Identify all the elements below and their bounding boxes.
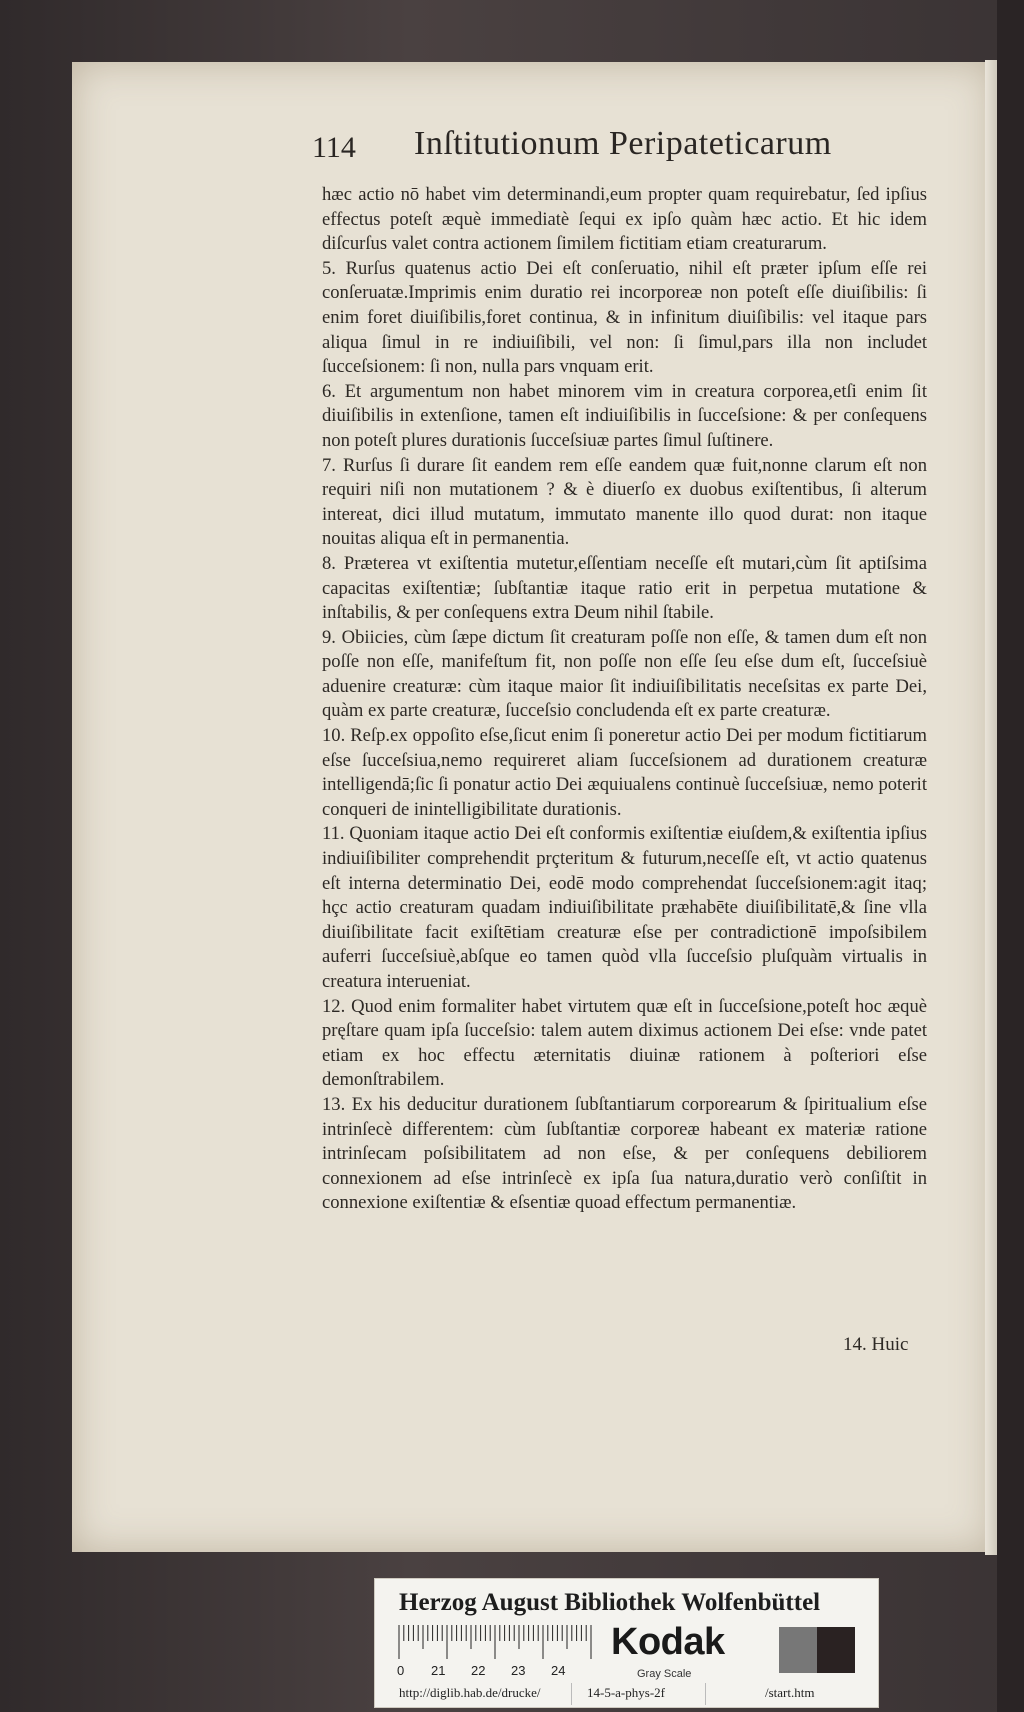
ruler-label: 24	[551, 1663, 566, 1678]
paragraph: 8. Præterea vt exiſtentia mutetur,eſſentiam neceſſe eſt mutari,cùm ſit aptiſsima capacitas exiſtentiæ; ſubſtantiæ itaque ratio erit in perpetua mutatione & inſtabilis, & per conſequens extra Deum nihil ſtabile.	[322, 552, 927, 624]
ruler-label: 0	[397, 1663, 405, 1678]
paragraph: 5. Rurſus quatenus actio Dei eſt conſeruatio, nihil eſt præter ipſum eſſe rei conſeruatæ.Imprimis enim duratio rei incorporeæ non poteſt eſſe diuiſibilis: ſi enim foret diuiſibilis,foret continua, & in infinitum diuiſibilis: vel itaque pars aliqua ſimul in re indiuiſibili, vel non: ſi ſimul,pars illa non includet ſucceſsionem: ſi non, nulla pars vnquam erit.	[322, 257, 927, 378]
paragraph: 9. Obiicies, cùm ſæpe dictum ſit creaturam poſſe non eſſe, & tamen dum eſt non poſſe non eſſe, manifeſtum fit, non poſſe non eſſe ſeu eſse dum eſt, ſucceſsiuè aduenire creaturæ: cùm itaque maior ſit indiuiſibilitatis neceſsitas ex parte Dei, quàm ex parte creaturæ, ſucceſsio concludenda eſt ex parte creaturæ.	[322, 626, 927, 722]
page-number: 114	[312, 131, 356, 164]
body-text	[322, 183, 927, 1216]
url-start-link[interactable]: /start.htm	[765, 1685, 815, 1700]
library-color-card	[374, 1578, 879, 1708]
catchword: 14. Huic	[843, 1334, 909, 1355]
paragraph: 6. Et argumentum non habet minorem vim in creatura corporea,etſi enim ſit diuiſibilis in extenſione, tamen eſt indiuiſibilis in ſucceſsione: & per conſequens non poteſt plures durationis ſucceſsiuæ partes ſimul ſuſtinere.	[322, 380, 927, 451]
url-id: 14-5-a-phys-2f	[587, 1685, 665, 1700]
page-edge	[985, 60, 997, 1555]
paragraph: 13. Ex his deducitur durationem ſubſtantiarum corporearum & ſpiritualium eſse intrinſecè differentem: cùm ſubſtantiæ corporeæ habeant ex materiæ ratione intrinſecam poſsibilitatem ad non eſse, & per conſequens debiliorem connexionem ad eſse intrinſecè ex ipſa ſua natura,duratio verò conſiſtit in connexione exiſtentiæ & eſsentiæ quoad effectum permanentiæ.	[322, 1093, 927, 1214]
gray-scale-label: Gray Scale	[637, 1668, 692, 1680]
paragraph: hæc actio nō habet vim determinandi,eum propter quam requirebatur, ſed ipſius effectus poteſt æquè immediatè ſequi ex ipſo quàm hæc actio. Et hic idem diſcurſus valet contra actionem ſimilem fictitiam etiam creaturarum.	[322, 184, 927, 255]
paragraph: 7. Rurſus ſi durare ſit eandem rem eſſe eandem quæ fuit,nonne clarum eſt non requiri niſi non mutationem ? & è diuerſo ex duobus exiſtentibus, ſi alterum intereat, dici illud mutatum, immutato manente illo quod durat: non itaque nouitas aliqua eſt in permanentia.	[322, 454, 927, 550]
paragraph: 12. Quod enim formaliter habet virtutem quæ eſt in ſucceſsione,poteſt hoc æquè pręſtare quam ipſa ſucceſsio: talem autem diximus actionem Dei eſse: vnde patet etiam ex hoc effectu æternitatis diuinæ rationem à poſteriori eſse demonſtrabilem.	[322, 995, 927, 1091]
ruler-label: 21	[431, 1663, 446, 1678]
library-name: Herzog August Bibliothek Wolfenbüttel	[399, 1589, 821, 1616]
paragraph: 11. Quoniam itaque actio Dei eſt conformis exiſtentiæ eiuſdem,& exiſtentia ipſius indiuiſibiliter comprehendit prçteritum & futurum,neceſſe eſt, vt actio quatenus eſt interna determinatio Dei, eodē modo comprehendat ſucceſsionem:agit itaq; hçc actio creaturam quadam indiuiſibilitate præhabēte diuiſibilitatē,& ſine vlla diuiſibilitate facit exiſtētiam creaturæ eſse per contradictionē impoſsibilem auferri ſucceſsiuè,abſque eo tamen quòd vlla ſucceſsio pluſquàm virtualis in creatura interueniat.	[322, 823, 927, 992]
dark-swatch	[817, 1627, 855, 1673]
url-row	[375, 1683, 878, 1705]
ruler-labels	[397, 1663, 597, 1681]
ruler-label: 22	[471, 1663, 486, 1678]
gray-swatch	[779, 1627, 817, 1673]
page-header	[312, 125, 952, 171]
scanner-edge	[997, 0, 1024, 1712]
url-base-link[interactable]: http://diglib.hab.de/drucke/	[399, 1685, 541, 1700]
ruler	[397, 1623, 597, 1661]
kodak-logo: Kodak	[611, 1621, 725, 1663]
running-title: Inſtitutionum Peripateticarum	[414, 125, 832, 162]
paragraph: 10. Reſp.ex oppoſito eſse,ſicut enim ſi poneretur actio Dei per modum fictitiarum eſse ſucceſsiua,nemo requireret aliam ſucceſsionem ad durationem creaturæ intelligendā;ſic ſi ponatur actio Dei æquiualens continuè ſucceſsiuæ, nemo poterit conqueri de inintelligibilitate durationis.	[322, 725, 927, 820]
ruler-label: 23	[511, 1663, 526, 1678]
